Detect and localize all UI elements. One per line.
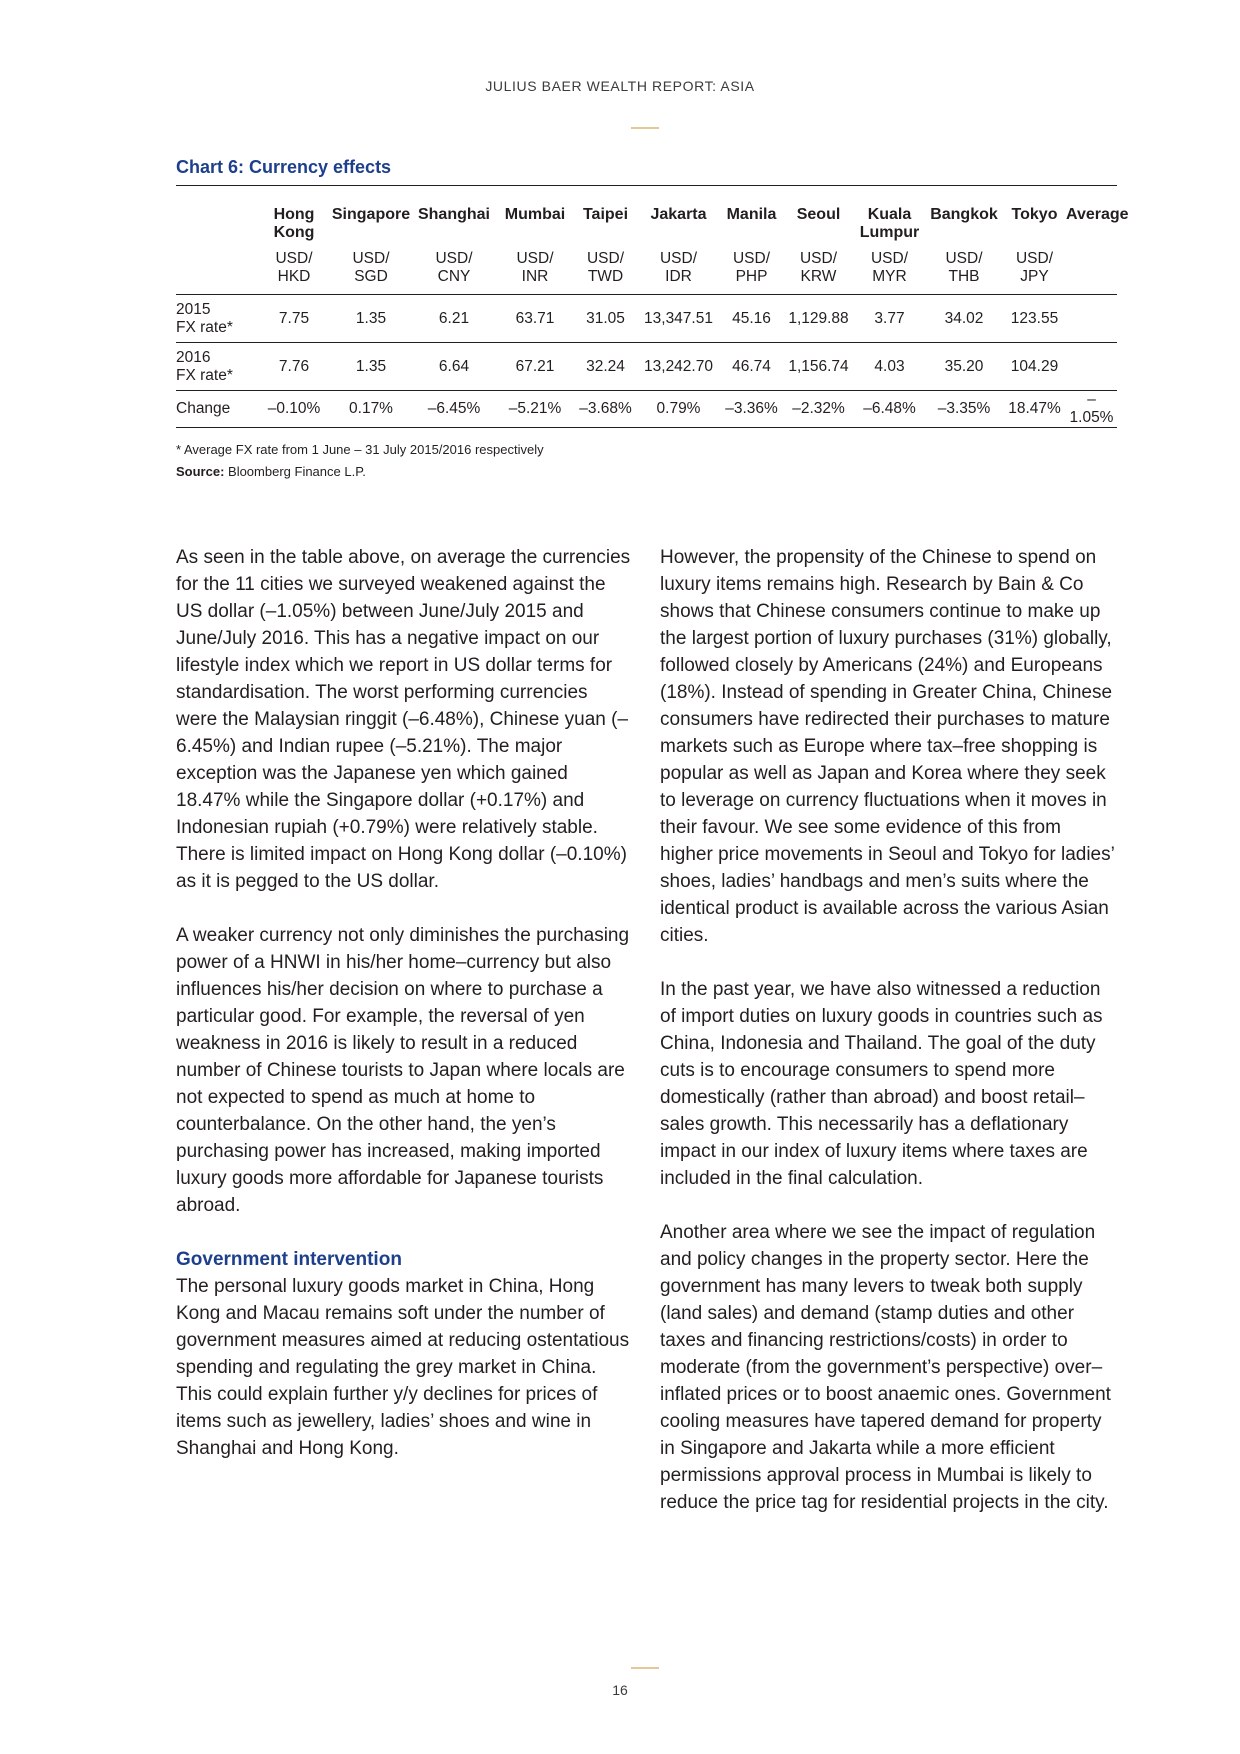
fx-rate-2015-row	[176, 295, 1117, 343]
table-cell: –3.35%	[925, 391, 1003, 428]
table-cell: 4.03	[854, 343, 925, 391]
paragraph: Another area where we see the impact of regulation and policy changes in the property sector. Here the government has many levers to tweak both supply (land sales) and demand (stamp duties and other taxes and financing restrictions/costs) in order to moderate (from the government’s perspective) over–inflated prices or to boost anaemic ones. Government cooling measures have tapered demand for property in Singapore and Jakarta while a more efficient permissions approval process in Mumbai is likely to reduce the price tag for residential projects in the city.	[660, 1222, 1111, 1513]
table-corner-cell	[176, 250, 258, 295]
currency-pair: USD/ JPY	[1003, 250, 1066, 295]
chart-title: Chart 6: Currency effects	[176, 157, 392, 177]
change-row	[176, 391, 1117, 428]
table-cell: 63.71	[496, 295, 574, 343]
table-cell: 3.77	[854, 295, 925, 343]
table-cell: 0.17%	[330, 391, 412, 428]
row-label: Change	[176, 391, 258, 428]
report-header: JULIUS BAER WEALTH REPORT: ASIA	[485, 78, 755, 94]
source-text: Bloomberg Finance L.P.	[224, 464, 366, 479]
table-cell: 6.64	[412, 343, 496, 391]
city-header: Singapore	[331, 206, 411, 223]
table-cell: 31.05	[574, 295, 637, 343]
currency-pair-row	[176, 250, 1117, 295]
table-cell: –6.45%	[412, 391, 496, 428]
table-cell: 1.35	[330, 343, 412, 391]
table-cell: 67.21	[496, 343, 574, 391]
currency-pair: USD/ INR	[496, 250, 574, 295]
currency-pair: USD/ MYR	[854, 250, 925, 295]
source-label: Source:	[176, 464, 225, 479]
currency-pair: USD/ SGD	[330, 250, 412, 295]
paragraph: A weaker currency not only diminishes the purchasing power of a HNWI in his/her home–currency but also influences his/her decision on where to purchase a particular good. For example, the reversal of yen weakness in 2016 is likely to result in a reduced number of Chinese tourists to Japan where locals are not expected to spend as much at home to counterbalance. On the other hand, the yen’s purchasing power has increased, making imported luxury goods more affordable for Japanese tourists abroad.	[176, 925, 630, 1216]
paragraph: As seen in the table above, on average the currencies for the 11 cities we surveyed weakened against the US dollar (–1.05%) between June/July 2015 and June/July 2016. This has a negative impact on our lifestyle index which we report in US dollar terms for standardisation. The worst performing currencies were the Malaysian ringgit (–6.48%), Chinese yuan (–6.45%) and Indian rupee (–5.21%). The major exception was the Japanese yen which gained 18.47% while the Singapore dollar (+0.17%) and Indonesian rupiah (+0.79%) were relatively stable. There is limited impact on Hong Kong dollar (–0.10%) as it is pegged to the US dollar.	[176, 547, 631, 892]
table-cell: 123.55	[1003, 295, 1066, 343]
city-header: Taipei	[582, 206, 629, 223]
currency-pair: USD/ PHP	[720, 250, 783, 295]
chart-footnote	[176, 439, 544, 483]
table-cell: 6.21	[412, 295, 496, 343]
table-cell: 1,156.74	[783, 343, 854, 391]
currency-pair: USD/ KRW	[783, 250, 854, 295]
page-number: 16	[612, 1682, 628, 1698]
city-header: Hong Kong	[273, 206, 315, 241]
table-cell: 1.35	[330, 295, 412, 343]
table-cell: –3.36%	[720, 391, 783, 428]
table-cell: 35.20	[925, 343, 1003, 391]
city-header: Tokyo	[1011, 206, 1058, 223]
table-cell	[1066, 295, 1117, 343]
footer-accent-rule	[631, 1667, 659, 1669]
header-accent-rule	[631, 127, 659, 129]
currency-pair	[1066, 250, 1117, 295]
footnote-text: * Average FX rate from 1 June – 31 July 2015/2016 respectively	[176, 442, 544, 457]
table-cell: 32.24	[574, 343, 637, 391]
table-cell: 7.75	[258, 295, 330, 343]
table-cell	[1066, 343, 1117, 391]
table-cell: 104.29	[1003, 343, 1066, 391]
city-header: Bangkok	[930, 206, 998, 223]
city-header: Jakarta	[650, 206, 707, 223]
city-header: Mumbai	[504, 206, 566, 223]
city-header: Seoul	[796, 206, 841, 223]
row-label: 2016 FX rate*	[176, 343, 258, 391]
table-cell: –3.68%	[574, 391, 637, 428]
city-header: Manila	[726, 206, 777, 223]
table-cell: 13,347.51	[637, 295, 720, 343]
right-text-column	[660, 544, 1116, 1543]
paragraph: The personal luxury goods market in China, Hong Kong and Macau remains soft under the number of government measures aimed at reducing ostentatious spending and regulating the grey market in China. This could explain further y/y declines for prices of items such as jewellery, ladies’ shoes and wine in Shanghai and Hong Kong.	[176, 1276, 630, 1459]
currency-pair: USD/ THB	[925, 250, 1003, 295]
section-heading: Government intervention	[176, 1249, 402, 1270]
currency-pair: USD/ IDR	[637, 250, 720, 295]
chart-title-rule	[176, 185, 1117, 186]
left-text-column	[176, 544, 632, 1489]
city-header: Average	[1066, 206, 1129, 223]
table-header-row	[176, 206, 1117, 250]
row-label: 2015 FX rate*	[176, 295, 258, 343]
table-cell: 1,129.88	[783, 295, 854, 343]
currency-pair: USD/ CNY	[412, 250, 496, 295]
table-cell: 46.74	[720, 343, 783, 391]
table-cell: 0.79%	[637, 391, 720, 428]
currency-table	[176, 206, 1129, 428]
table-cell: –6.48%	[854, 391, 925, 428]
currency-pair: USD/ TWD	[574, 250, 637, 295]
table-corner-cell	[176, 206, 258, 250]
currency-pair: USD/ HKD	[258, 250, 330, 295]
table-cell: 7.76	[258, 343, 330, 391]
table-cell: 18.47%	[1003, 391, 1066, 428]
paragraph: However, the propensity of the Chinese to spend on luxury items remains high. Research by Bain & Co shows that Chinese consumers continue to make up the largest portion of luxury purchases (31%) globally, followed closely by Americans (24%) and Europeans (18%). Instead of spending in Greater China, Chinese consumers have redirected their purchases to mature markets such as Europe where tax–free shopping is popular as well as Japan and Korea where they seek to leverage on currency fluctuations when it moves in their favour. We see some evidence of this from higher price movements in Seoul and Tokyo for ladies’ shoes, ladies’ handbags and men’s suits where the identical product is available across the various Asian cities.	[660, 547, 1115, 946]
table-cell: –5.21%	[496, 391, 574, 428]
paragraph: In the past year, we have also witnessed a reduction of import duties on luxury goods in countries such as China, Indonesia and Thailand. The goal of the duty cuts is to encourage consumers to spend more domestically (rather than abroad) and boost retail–sales growth. This necessarily has a deflationary impact in our index of luxury items where taxes are included in the final calculation.	[660, 979, 1103, 1189]
source-line	[176, 461, 544, 483]
table-cell: –2.32%	[783, 391, 854, 428]
table-cell: –1.05%	[1066, 391, 1117, 428]
table-cell: 13,242.70	[637, 343, 720, 391]
table-cell: 45.16	[720, 295, 783, 343]
city-header: Shanghai	[417, 206, 490, 223]
city-header: Kuala Lumpur	[859, 206, 920, 241]
fx-rate-2016-row	[176, 343, 1117, 391]
table-cell: 34.02	[925, 295, 1003, 343]
table-cell: –0.10%	[258, 391, 330, 428]
